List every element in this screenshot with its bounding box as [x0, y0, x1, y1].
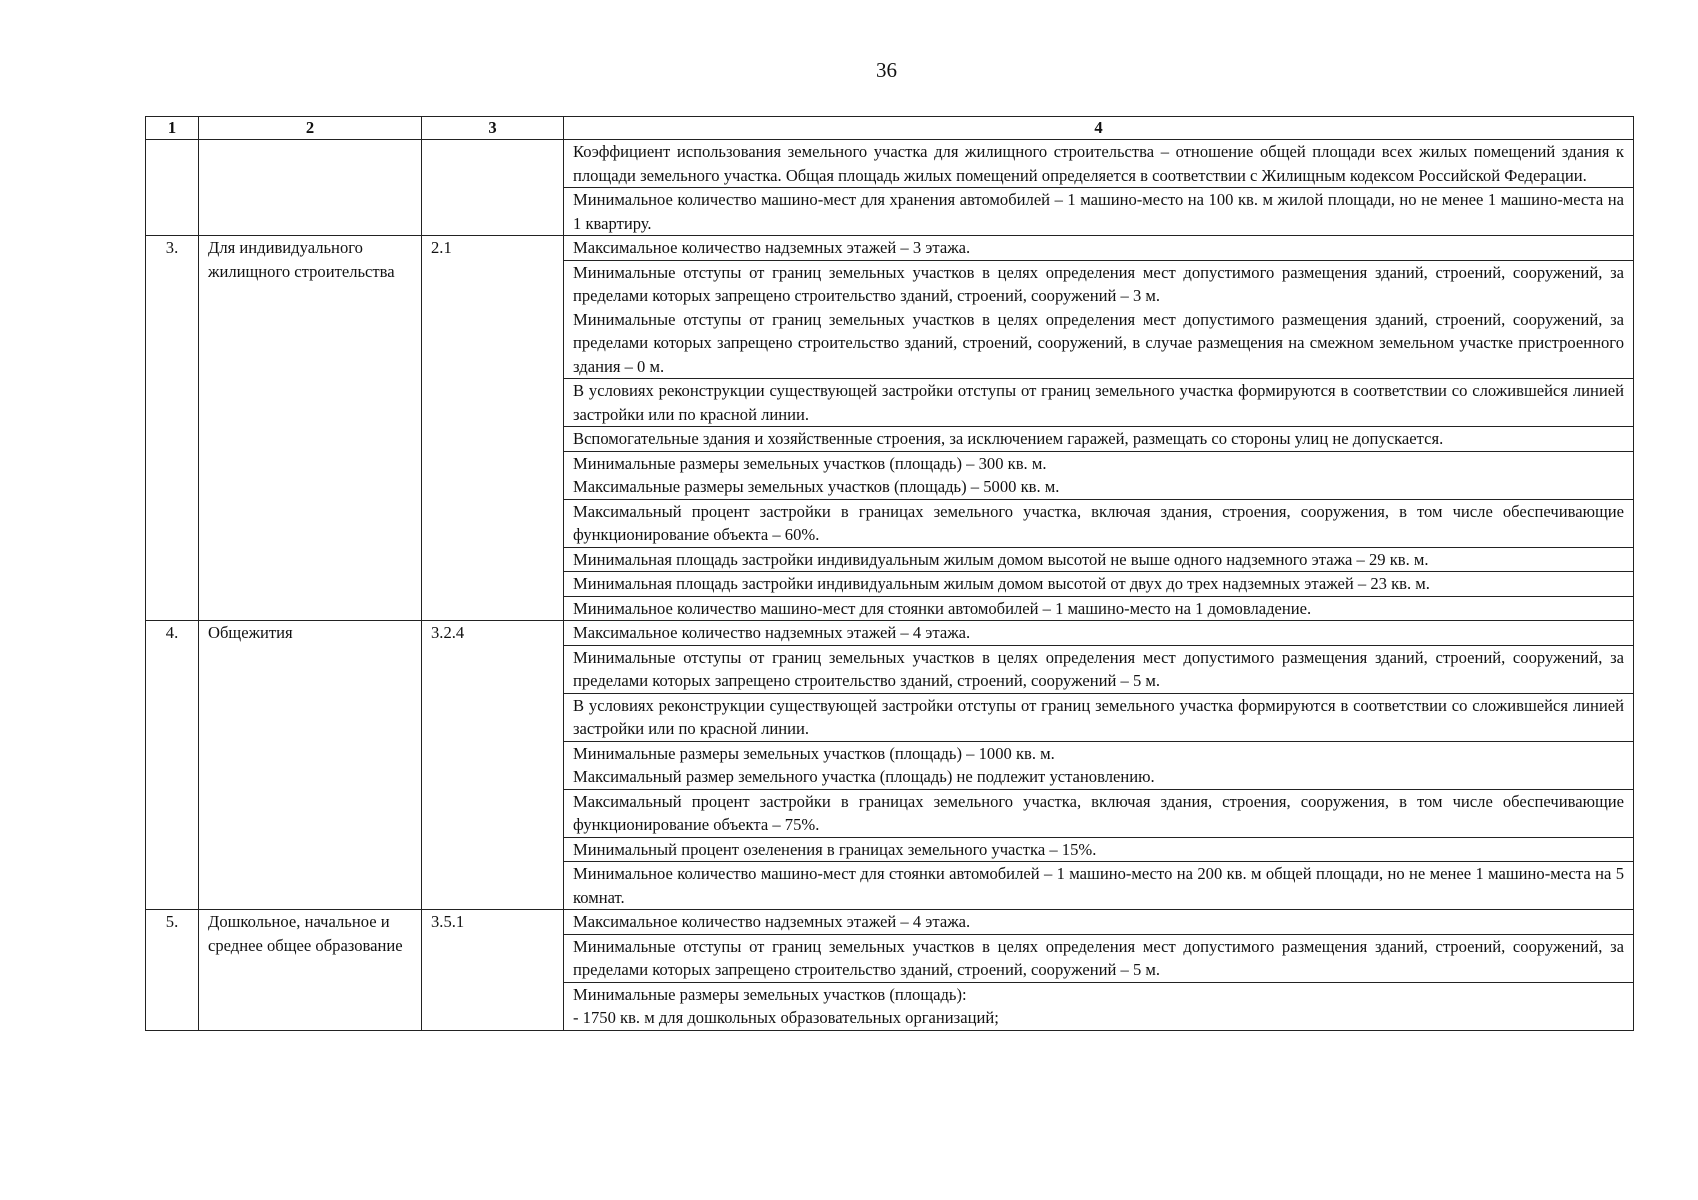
- requirement-text: Минимальные размеры земельных участков (площадь) – 300 кв. м.: [573, 453, 1047, 473]
- use-type-name: [199, 140, 422, 236]
- requirement-cell: [564, 547, 1634, 572]
- use-type-code: 3.5.1: [422, 910, 564, 1031]
- requirement-cell: [564, 236, 1634, 261]
- requirement-text: В условиях реконструкции существующей застройки отступы от границ земельного участка формируются в соответствии со сложившейся линией застройки или по красной линии.: [573, 381, 1624, 424]
- requirement-text: - 1750 кв. м для дошкольных образовательных организаций;: [573, 1008, 999, 1027]
- requirement-text: Максимальный процент застройки в границах земельного участка, включая здания, строения, сооружения, в том числе обеспечивающие функционирование объекта – 60%.: [573, 501, 1624, 544]
- table-row: [146, 140, 1634, 188]
- row-number: [146, 140, 199, 236]
- use-type-name: Дошкольное, начальное и среднее общее образование: [199, 910, 422, 1031]
- requirement-text: Максимальное количество надземных этажей – 4 этажа.: [573, 912, 971, 931]
- requirement-cell: [564, 741, 1634, 789]
- use-type-code: 3.2.4: [422, 621, 564, 910]
- column-header-1: 1: [146, 117, 199, 140]
- column-header-2: 2: [199, 117, 422, 140]
- requirement-text: Минимальное количество машино-мест для стоянки автомобилей – 1 машино-место на 1 домовладение.: [573, 598, 1312, 618]
- use-type-code: [422, 140, 564, 236]
- requirement-text: Минимальные размеры земельных участков (площадь) – 1000 кв. м.: [573, 743, 1055, 763]
- requirement-cell: [564, 934, 1634, 982]
- requirement-cell: [564, 427, 1634, 452]
- requirement-cell: [564, 621, 1634, 646]
- requirement-cell: [564, 379, 1634, 427]
- requirement-cell: [564, 596, 1634, 621]
- row-number: 3.: [146, 236, 199, 621]
- requirement-cell: [564, 645, 1634, 693]
- requirement-text: В условиях реконструкции существующей застройки отступы от границ земельного участка формируются в соответствии со сложившейся линией застройки или по красной линии.: [573, 695, 1624, 738]
- requirement-text: Минимальная площадь застройки индивидуальным жилым домом высотой от двух до трех надземных этажей – 23 кв. м.: [573, 574, 1430, 593]
- page-number: 36: [876, 58, 897, 82]
- requirement-cell: [564, 837, 1634, 862]
- requirement-text: Минимальные отступы от границ земельных участков в целях определения мест допустимого размещения зданий, строений, сооружений, за пределами которых запрещено строительство зданий, строений, сооружений, в случае размещения на смежном земельном участке пристроенного здания – 0 м.: [573, 309, 1624, 376]
- column-header-4: 4: [564, 117, 1634, 140]
- requirement-text: Максимальное количество надземных этажей – 3 этажа.: [573, 238, 971, 257]
- row-number: 4.: [146, 621, 199, 910]
- requirement-cell: [564, 260, 1634, 379]
- use-type-name: Общежития: [199, 621, 422, 910]
- table-row: [146, 621, 1634, 646]
- requirement-text: Минимальные отступы от границ земельных участков в целях определения мест допустимого размещения зданий, строений, сооружений, за пределами которых запрещено строительство зданий, строений, сооружений – 5 м.: [573, 936, 1624, 979]
- row-number: 5.: [146, 910, 199, 1031]
- requirement-text: Максимальный размер земельного участка (площадь) не подлежит установлению.: [573, 767, 1155, 786]
- table-row: [146, 236, 1634, 261]
- requirement-text: Максимальные размеры земельных участков (площадь) – 5000 кв. м.: [573, 477, 1060, 496]
- requirement-text: Минимальная площадь застройки индивидуальным жилым домом высотой не выше одного надземного этажа – 29 кв. м.: [573, 549, 1429, 569]
- requirement-cell: [564, 140, 1634, 188]
- requirement-text: Максимальное количество надземных этажей – 4 этажа.: [573, 623, 971, 642]
- requirement-cell: [564, 693, 1634, 741]
- requirement-text: Минимальное количество машино-мест для стоянки автомобилей – 1 машино-место на 200 кв. м общей площади, но не менее 1 машино-места на 5 комнат.: [573, 864, 1624, 907]
- column-header-3: 3: [422, 117, 564, 140]
- regulations-table: [145, 116, 1634, 1031]
- requirement-cell: [564, 572, 1634, 597]
- table-row: [146, 910, 1634, 935]
- requirement-cell: [564, 789, 1634, 837]
- requirement-text: Минимальные отступы от границ земельных участков в целях определения мест допустимого размещения зданий, строений, сооружений, за пределами которых запрещено строительство зданий, строений, сооружений – 3 м.: [573, 262, 1624, 305]
- use-type-name: Для индивидуального жилищного строительства: [199, 236, 422, 621]
- requirement-text: Минимальные отступы от границ земельных участков в целях определения мест допустимого размещения зданий, строений, сооружений, за пределами которых запрещено строительство зданий, строений, сооружений – 5 м.: [573, 647, 1624, 690]
- requirement-cell: [564, 982, 1634, 1030]
- requirement-cell: [564, 862, 1634, 910]
- requirement-text: Минимальное количество машино-мест для хранения автомобилей – 1 машино-место на 100 кв. м жилой площади, но не менее 1 машино-места на 1 квартиру.: [573, 190, 1624, 233]
- requirement-cell: [564, 451, 1634, 499]
- table-body: [146, 140, 1634, 1031]
- requirement-cell: [564, 499, 1634, 547]
- requirement-cell: [564, 188, 1634, 236]
- table-header-row: [146, 117, 1634, 140]
- requirement-text: Максимальный процент застройки в границах земельного участка, включая здания, строения, сооружения, в том числе обеспечивающие функционирование объекта – 75%.: [573, 791, 1624, 834]
- use-type-code: 2.1: [422, 236, 564, 621]
- requirement-text: Вспомогательные здания и хозяйственные строения, за исключением гаражей, размещать со стороны улиц не допускается.: [573, 429, 1444, 448]
- requirement-text: Минимальные размеры земельных участков (площадь):: [573, 984, 967, 1004]
- requirement-text: Коэффициент использования земельного участка для жилищного строительства – отношение общей площади всех жилых помещений здания к площади земельного участка. Общая площадь жилых помещений определяется в соответствии с Жилищным кодексом Российской Федерации.: [573, 142, 1624, 185]
- requirement-cell: [564, 910, 1634, 935]
- requirement-text: Минимальный процент озеленения в границах земельного участка – 15%.: [573, 839, 1097, 859]
